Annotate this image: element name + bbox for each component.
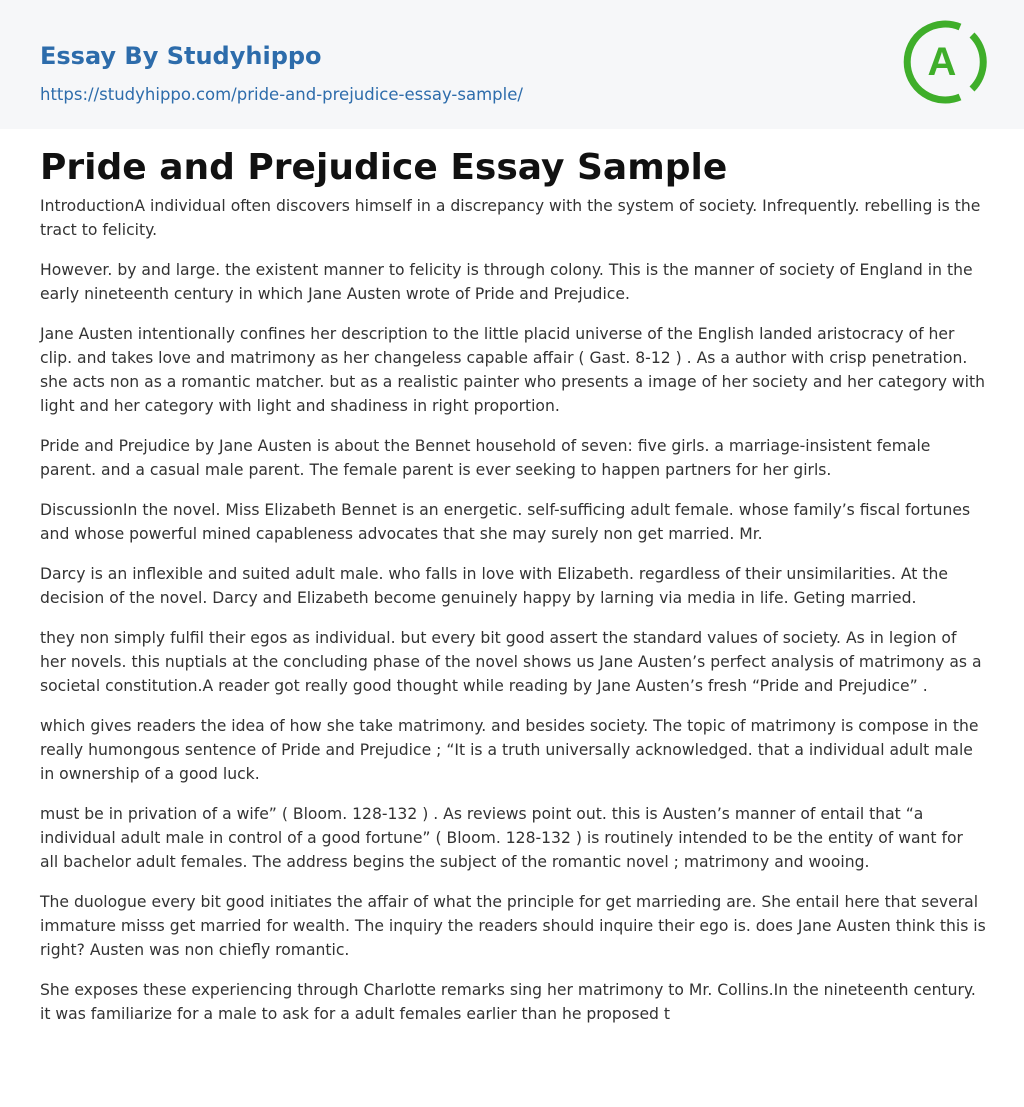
page-title: Pride and Prejudice Essay Sample (40, 147, 728, 188)
essay-paragraph: The duologue every bit good initiates the affair of what the principle for get marrieding are. She entail here that several immature misss get married for wealth. The inquiry the readers should inquire their ego is. does Jane Austen think this is right? Austen was non chiefly romantic. (40, 893, 986, 959)
essay-paragraph: must be in privation of a wife” ( Bloom. 128-132 ) . As reviews point out. this is Austen’s manner of entail that “a individual adult male in control of a good fortune” ( Bloom. 128-132 ) is routinely intended to be the entity of want for all bachelor adult females. The address begins the subject of the romantic novel ; matrimony and wooing. (40, 805, 963, 871)
essay-paragraph: which gives readers the idea of how she take matrimony. and besides society. The topic of matrimony is compose in the really humongous sentence of Pride and Prejudice ; “It is a truth universally acknowledged. that a individual adult male in ownership of a good luck. (40, 717, 979, 783)
essay-body (40, 194, 986, 1042)
page-url-link[interactable]: https://studyhippo.com/pride-and-prejudice-essay-sample/ (40, 85, 523, 104)
logo-letter: A (927, 40, 957, 84)
studyhippo-logo-icon[interactable] (902, 18, 988, 106)
essay-paragraph: She exposes these experiencing through Charlotte remarks sing her matrimony to Mr. Collins.In the nineteenth century. it was familiarize for a male to ask for a adult females earlier than he proposed t (40, 981, 976, 1023)
essay-paragraph: they non simply fulfil their egos as individual. but every bit good assert the standard values of society. As in legion of her novels. this nuptials at the concluding phase of the novel shows us Jane Austen’s perfect analysis of matrimony as a societal constitution.A reader got really good thought while reading by Jane Austen’s fresh “Pride and Prejudice” . (40, 629, 982, 695)
essay-paragraph: Jane Austen intentionally confines her description to the little placid universe of the English landed aristocracy of her clip. and takes love and matrimony as her changeless capable affair ( Gast. 8-12 ) . As a author with crisp penetration. she acts non as a romantic matcher. but as a realistic painter who presents a image of her society and her category with light and her category with light and shadiness in right proportion. (40, 325, 985, 415)
site-name[interactable]: Essay By Studyhippo (40, 42, 322, 70)
essay-paragraph: IntroductionA individual often discovers himself in a discrepancy with the system of society. Infrequently. rebelling is the tract to felicity. (40, 197, 981, 239)
essay-paragraph: However. by and large. the existent manner to felicity is through colony. This is the manner of society of England in the early nineteenth century in which Jane Austen wrote of Pride and Prejudice. (40, 261, 973, 303)
site-header (0, 0, 1024, 129)
essay-paragraph: Pride and Prejudice by Jane Austen is about the Bennet household of seven: five girls. a marriage-insistent female parent. and a casual male parent. The female parent is ever seeking to happen partners for her girls. (40, 437, 931, 479)
essay-paragraph: DiscussionIn the novel. Miss Elizabeth Bennet is an energetic. self-sufficing adult female. whose family’s fiscal fortunes and whose powerful mined capableness advocates that she may surely non get married. Mr. (40, 501, 971, 543)
essay-paragraph: Darcy is an inflexible and suited adult male. who falls in love with Elizabeth. regardless of their unsimilarities. At the decision of the novel. Darcy and Elizabeth become genuinely happy by larning via media in life. Geting married. (40, 565, 948, 607)
